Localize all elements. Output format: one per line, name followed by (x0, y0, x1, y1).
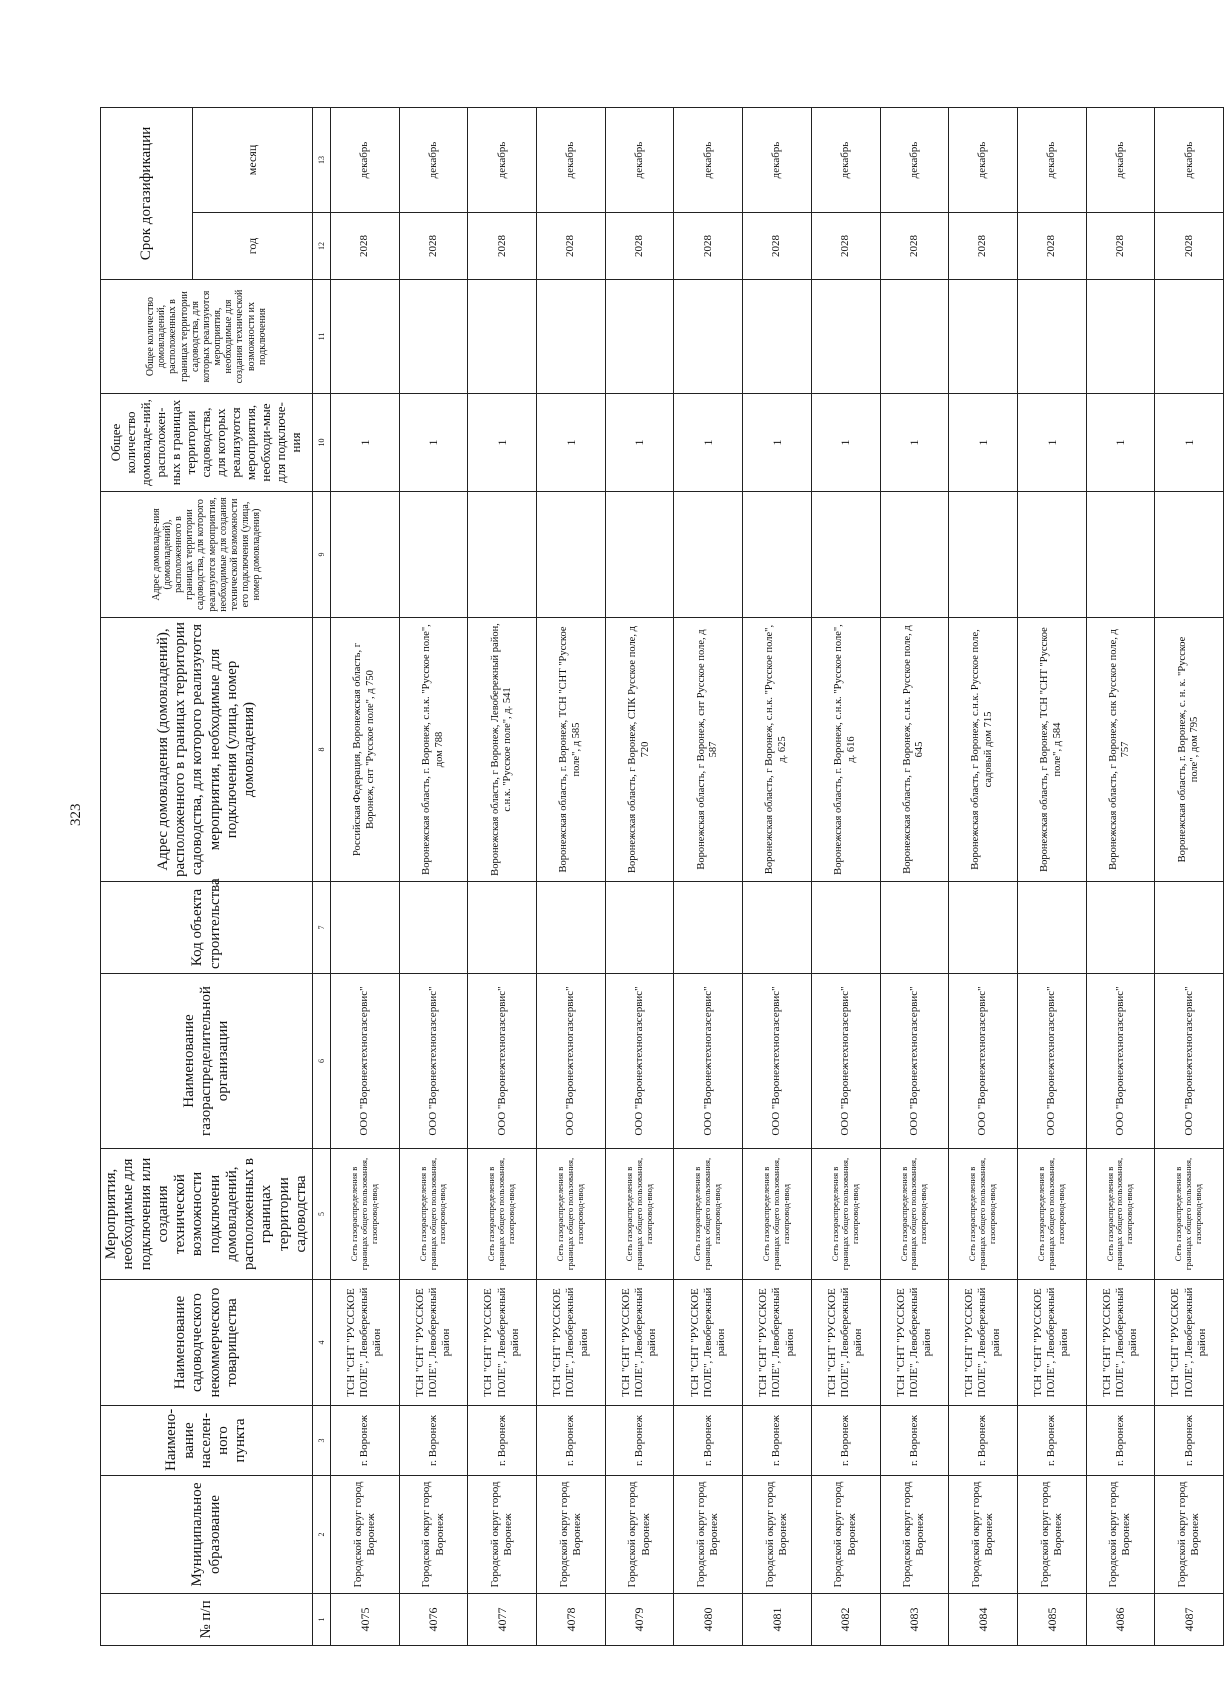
count-cell: 1 (1017, 394, 1086, 492)
object-code-cell (811, 882, 880, 974)
column-number: 1 (313, 1594, 331, 1646)
count-cell: 1 (949, 394, 1018, 492)
municipality-cell: Городской округ город Воронеж (811, 1476, 880, 1594)
gas-org-cell: ООО "Воронежтехногазсервис" (811, 974, 880, 1149)
settlement-cell: г. Воронеж (399, 1406, 468, 1476)
object-code-cell (743, 882, 812, 974)
count-tech-cell (949, 280, 1018, 394)
column-number: 10 (313, 394, 331, 492)
snt-cell: ТСН "СНТ "РУССКОЕ ПОЛЕ", Левобережный район (1155, 1280, 1224, 1406)
settlement-cell: г. Воронеж (1086, 1406, 1155, 1476)
snt-cell: ТСН "СНТ "РУССКОЕ ПОЛЕ", Левобережный район (811, 1280, 880, 1406)
row-number: 4077 (468, 1594, 537, 1646)
settlement-cell: г. Воронеж (743, 1406, 812, 1476)
header-settlement: Наимено-вание населен-ного пункта (101, 1406, 313, 1476)
table-row (605, 107, 674, 1645)
measures-cell: Сеть газораспределения в границах общего пользования, газопровод-ввод (537, 1149, 606, 1280)
municipality-cell: Городской округ город Воронеж (949, 1476, 1018, 1594)
settlement-cell: г. Воронеж (880, 1406, 949, 1476)
count-cell: 1 (537, 394, 606, 492)
count-cell: 1 (399, 394, 468, 492)
address-cell: Воронежская область, г. Воронеж, ТСН "СНТ "Русское поле", д 585 (537, 618, 606, 882)
table-row (674, 107, 743, 1645)
count-cell: 1 (1086, 394, 1155, 492)
row-number: 4081 (743, 1594, 812, 1646)
table-row (537, 107, 606, 1645)
measures-cell: Сеть газораспределения в границах общего пользования, газопровод-ввод (468, 1149, 537, 1280)
settlement-cell: г. Воронеж (468, 1406, 537, 1476)
snt-cell: ТСН "СНТ "РУССКОЕ ПОЛЕ", Левобережный район (1017, 1280, 1086, 1406)
year-cell: 2028 (537, 213, 606, 280)
address-tech-cell (468, 492, 537, 618)
count-tech-cell (1155, 280, 1224, 394)
gasification-table (100, 107, 1224, 1646)
count-cell: 1 (1155, 394, 1224, 492)
row-number: 4075 (331, 1594, 400, 1646)
year-cell: 2028 (468, 213, 537, 280)
row-number: 4082 (811, 1594, 880, 1646)
count-tech-cell (1017, 280, 1086, 394)
header-measures: Мероприятия, необходимые для подключения или создания технической возможности подключени домовладений, расположенных в границах территории садоводства (101, 1149, 313, 1280)
rotated-table-container (100, 108, 1208, 1646)
address-cell: Воронежская область, г Воронеж, ТСН "СНТ "Русское поле", д 584 (1017, 618, 1086, 882)
gas-org-cell: ООО "Воронежтехногазсервис" (1017, 974, 1086, 1149)
count-tech-cell (674, 280, 743, 394)
column-number: 9 (313, 492, 331, 618)
municipality-cell: Городской округ город Воронеж (331, 1476, 400, 1594)
row-number: 4078 (537, 1594, 606, 1646)
address-tech-cell (743, 492, 812, 618)
address-cell: Воронежская область, г Воронеж, Левобережный район, с.н.к. "Русское поле", д. 541 (468, 618, 537, 882)
count-tech-cell (537, 280, 606, 394)
address-tech-cell (399, 492, 468, 618)
year-cell: 2028 (1155, 213, 1224, 280)
address-tech-cell (605, 492, 674, 618)
column-number: 7 (313, 882, 331, 974)
column-number: 4 (313, 1280, 331, 1406)
month-cell: декабрь (674, 107, 743, 212)
column-number: 13 (313, 107, 331, 212)
table-row (331, 107, 400, 1645)
row-number: 4085 (1017, 1594, 1086, 1646)
object-code-cell (949, 882, 1018, 974)
municipality-cell: Городской округ город Воронеж (1086, 1476, 1155, 1594)
table-row (880, 107, 949, 1645)
column-numbers-row (313, 107, 331, 1645)
object-code-cell (605, 882, 674, 974)
settlement-cell: г. Воронеж (674, 1406, 743, 1476)
table-row (743, 107, 812, 1645)
address-tech-cell (880, 492, 949, 618)
address-cell: Воронежская область, г Воронеж, с.н.к. "Русское поле", д. 625 (743, 618, 812, 882)
year-cell: 2028 (1086, 213, 1155, 280)
address-tech-cell (331, 492, 400, 618)
month-cell: декабрь (537, 107, 606, 212)
object-code-cell (468, 882, 537, 974)
gas-org-cell: ООО "Воронежтехногазсервис" (949, 974, 1018, 1149)
count-cell: 1 (605, 394, 674, 492)
measures-cell: Сеть газораспределения в границах общего пользования, газопровод-ввод (399, 1149, 468, 1280)
object-code-cell (331, 882, 400, 974)
address-cell: Воронежская область, г. Воронеж, с.н.к. "Русское поле", д. 616 (811, 618, 880, 882)
year-cell: 2028 (399, 213, 468, 280)
gas-org-cell: ООО "Воронежтехногазсервис" (399, 974, 468, 1149)
header-address-connection: Адрес домовладения (домовладений), расположенного в границах территории садоводства, для которого реализуются мероприятия, необходимые для подключения (улица, номер домовладения) (101, 618, 313, 882)
month-cell: декабрь (743, 107, 812, 212)
measures-cell: Сеть газораспределения в границах общего пользования, газопровод-ввод (1155, 1149, 1224, 1280)
row-number: 4080 (674, 1594, 743, 1646)
count-cell: 1 (674, 394, 743, 492)
settlement-cell: г. Воронеж (605, 1406, 674, 1476)
month-cell: декабрь (468, 107, 537, 212)
settlement-cell: г. Воронеж (949, 1406, 1018, 1476)
month-cell: декабрь (399, 107, 468, 212)
header-count-connection: Общее количество домовладе-ний, расположен-ных в границах территории садоводства, для которых реализуются мероприятия, необходи-мые для подключе-ния (101, 394, 313, 492)
header-number: № п/п (101, 1594, 313, 1646)
measures-cell: Сеть газораспределения в границах общего пользования, газопровод-ввод (674, 1149, 743, 1280)
municipality-cell: Городской округ город Воронеж (1017, 1476, 1086, 1594)
municipality-cell: Городской округ город Воронеж (468, 1476, 537, 1594)
year-cell: 2028 (1017, 213, 1086, 280)
address-tech-cell (674, 492, 743, 618)
object-code-cell (674, 882, 743, 974)
count-tech-cell (399, 280, 468, 394)
measures-cell: Сеть газораспределения в границах общего пользования, газопровод-ввод (605, 1149, 674, 1280)
object-code-cell (1086, 882, 1155, 974)
header-address-tech: Адрес домовладе-ния (домовладений), расположенного в границах территории садоводства, для которого реализуются мероприятия, необходимые для создания технической возможности его подключения (улица, номер домовладения) (101, 492, 313, 618)
month-cell: декабрь (605, 107, 674, 212)
address-tech-cell (811, 492, 880, 618)
measures-cell: Сеть газораспределения в границах общего пользования, газопровод-ввод (880, 1149, 949, 1280)
header-month: месяц (192, 107, 312, 212)
object-code-cell (1017, 882, 1086, 974)
month-cell: декабрь (1017, 107, 1086, 212)
year-cell: 2028 (674, 213, 743, 280)
measures-cell: Сеть газораспределения в границах общего пользования, газопровод-ввод (811, 1149, 880, 1280)
header-deadline: Срок догазификации (101, 107, 193, 279)
count-cell: 1 (811, 394, 880, 492)
header-municipality: Муниципальное образование (101, 1476, 313, 1594)
gas-org-cell: ООО "Воронежтехногазсервис" (880, 974, 949, 1149)
year-cell: 2028 (605, 213, 674, 280)
measures-cell: Сеть газораспределения в границах общего пользования, газопровод-ввод (1086, 1149, 1155, 1280)
municipality-cell: Городской округ город Воронеж (537, 1476, 606, 1594)
object-code-cell (399, 882, 468, 974)
count-tech-cell (468, 280, 537, 394)
municipality-cell: Городской округ город Воронеж (1155, 1476, 1224, 1594)
snt-cell: ТСН "СНТ "РУССКОЕ ПОЛЕ", Левобережный район (605, 1280, 674, 1406)
snt-cell: ТСН "СНТ "РУССКОЕ ПОЛЕ", Левобережный район (537, 1280, 606, 1406)
row-number: 4084 (949, 1594, 1018, 1646)
count-tech-cell (1086, 280, 1155, 394)
snt-cell: ТСН "СНТ "РУССКОЕ ПОЛЕ", Левобережный район (674, 1280, 743, 1406)
settlement-cell: г. Воронеж (537, 1406, 606, 1476)
header-row-1 (101, 107, 193, 1645)
address-tech-cell (1086, 492, 1155, 618)
settlement-cell: г. Воронеж (1017, 1406, 1086, 1476)
address-cell: Воронежская область, г Воронеж, с.н.к. Русское поле, садовый дом 715 (949, 618, 1018, 882)
header-gas-org: Наименование газораспределительной организации (101, 974, 313, 1149)
address-cell: Воронежская область, г Воронеж, с.н.к. Русское поле, д 645 (880, 618, 949, 882)
count-tech-cell (605, 280, 674, 394)
table-body (331, 107, 1224, 1645)
address-cell: Воронежская область, г Воронеж, снк Русское поле, д 757 (1086, 618, 1155, 882)
header-year: год (192, 213, 312, 280)
snt-cell: ТСН "СНТ "РУССКОЕ ПОЛЕ", Левобережный район (399, 1280, 468, 1406)
header-snt-name: Наименование садоводческого некоммерческого товарищества (101, 1280, 313, 1406)
year-cell: 2028 (331, 213, 400, 280)
month-cell: декабрь (1086, 107, 1155, 212)
gas-org-cell: ООО "Воронежтехногазсервис" (331, 974, 400, 1149)
address-cell: Российская Федерация, Воронежская область, г Воронеж, снт "Русское поле", д 750 (331, 618, 400, 882)
address-tech-cell (537, 492, 606, 618)
row-number: 4083 (880, 1594, 949, 1646)
column-number: 8 (313, 618, 331, 882)
measures-cell: Сеть газораспределения в границах общего пользования, газопровод-ввод (743, 1149, 812, 1280)
object-code-cell (537, 882, 606, 974)
year-cell: 2028 (743, 213, 812, 280)
count-cell: 1 (331, 394, 400, 492)
settlement-cell: г. Воронеж (811, 1406, 880, 1476)
count-cell: 1 (468, 394, 537, 492)
snt-cell: ТСН "СНТ "РУССКОЕ ПОЛЕ", Левобережный район (880, 1280, 949, 1406)
municipality-cell: Городской округ город Воронеж (399, 1476, 468, 1594)
count-tech-cell (743, 280, 812, 394)
gas-org-cell: ООО "Воронежтехногазсервис" (605, 974, 674, 1149)
table-row (949, 107, 1018, 1645)
snt-cell: ТСН "СНТ "РУССКОЕ ПОЛЕ", Левобережный район (743, 1280, 812, 1406)
gas-org-cell: ООО "Воронежтехногазсервис" (1155, 974, 1224, 1149)
month-cell: декабрь (1155, 107, 1224, 212)
column-number: 12 (313, 213, 331, 280)
municipality-cell: Городской округ город Воронеж (674, 1476, 743, 1594)
address-cell: Воронежская область, г. Воронеж, с.н.к. "Русское поле", дом 788 (399, 618, 468, 882)
year-cell: 2028 (880, 213, 949, 280)
address-cell: Воронежская область, г. Воронеж, с. н. к. "Русское поле", дом 795 (1155, 618, 1224, 882)
month-cell: декабрь (811, 107, 880, 212)
row-number: 4076 (399, 1594, 468, 1646)
settlement-cell: г. Воронеж (1155, 1406, 1224, 1476)
address-tech-cell (1155, 492, 1224, 618)
municipality-cell: Городской округ город Воронеж (743, 1476, 812, 1594)
object-code-cell (1155, 882, 1224, 974)
month-cell: декабрь (949, 107, 1018, 212)
object-code-cell (880, 882, 949, 974)
measures-cell: Сеть газораспределения в границах общего пользования, газопровод-ввод (331, 1149, 400, 1280)
gas-org-cell: ООО "Воронежтехногазсервис" (537, 974, 606, 1149)
snt-cell: ТСН "СНТ "РУССКОЕ ПОЛЕ", Левобережный район (468, 1280, 537, 1406)
table-row (1155, 107, 1224, 1645)
table-row (468, 107, 537, 1645)
measures-cell: Сеть газораспределения в границах общего пользования, газопровод-ввод (1017, 1149, 1086, 1280)
municipality-cell: Городской округ город Воронеж (880, 1476, 949, 1594)
row-number: 4079 (605, 1594, 674, 1646)
table-row (1017, 107, 1086, 1645)
gas-org-cell: ООО "Воронежтехногазсервис" (674, 974, 743, 1149)
municipality-cell: Городской округ город Воронеж (605, 1476, 674, 1594)
page-number: 323 (68, 803, 84, 826)
column-number: 11 (313, 280, 331, 394)
count-tech-cell (880, 280, 949, 394)
column-number: 6 (313, 974, 331, 1149)
column-number: 5 (313, 1149, 331, 1280)
column-number: 2 (313, 1476, 331, 1594)
address-tech-cell (949, 492, 1018, 618)
gas-org-cell: ООО "Воронежтехногазсервис" (1086, 974, 1155, 1149)
gas-org-cell: ООО "Воронежтехногазсервис" (468, 974, 537, 1149)
row-number: 4086 (1086, 1594, 1155, 1646)
count-tech-cell (811, 280, 880, 394)
count-cell: 1 (880, 394, 949, 492)
address-tech-cell (1017, 492, 1086, 618)
table-row (811, 107, 880, 1645)
table-row (1086, 107, 1155, 1645)
snt-cell: ТСН "СНТ "РУССКОЕ ПОЛЕ", Левобережный район (331, 1280, 400, 1406)
measures-cell: Сеть газораспределения в границах общего пользования, газопровод-ввод (949, 1149, 1018, 1280)
table-row (399, 107, 468, 1645)
address-cell: Воронежская область, г Воронеж, снт Русское поле, д 587 (674, 618, 743, 882)
header-count-tech: Общее количество домовладений, расположенных в границах территории садоводства, для которых реализуются мероприятия, необходимые для создания технической возможности их подключения (101, 280, 313, 394)
count-cell: 1 (743, 394, 812, 492)
year-cell: 2028 (949, 213, 1018, 280)
count-tech-cell (331, 280, 400, 394)
month-cell: декабрь (331, 107, 400, 212)
row-number: 4087 (1155, 1594, 1224, 1646)
address-cell: Воронежская область, г Воронеж, СПК Русское поле, д 720 (605, 618, 674, 882)
month-cell: декабрь (880, 107, 949, 212)
gas-org-cell: ООО "Воронежтехногазсервис" (743, 974, 812, 1149)
column-number: 3 (313, 1406, 331, 1476)
snt-cell: ТСН "СНТ "РУССКОЕ ПОЛЕ", Левобережный район (949, 1280, 1018, 1406)
snt-cell: ТСН "СНТ "РУССКОЕ ПОЛЕ", Левобережный район (1086, 1280, 1155, 1406)
header-object-code: Код объекта строительства (101, 882, 313, 974)
settlement-cell: г. Воронеж (331, 1406, 400, 1476)
year-cell: 2028 (811, 213, 880, 280)
